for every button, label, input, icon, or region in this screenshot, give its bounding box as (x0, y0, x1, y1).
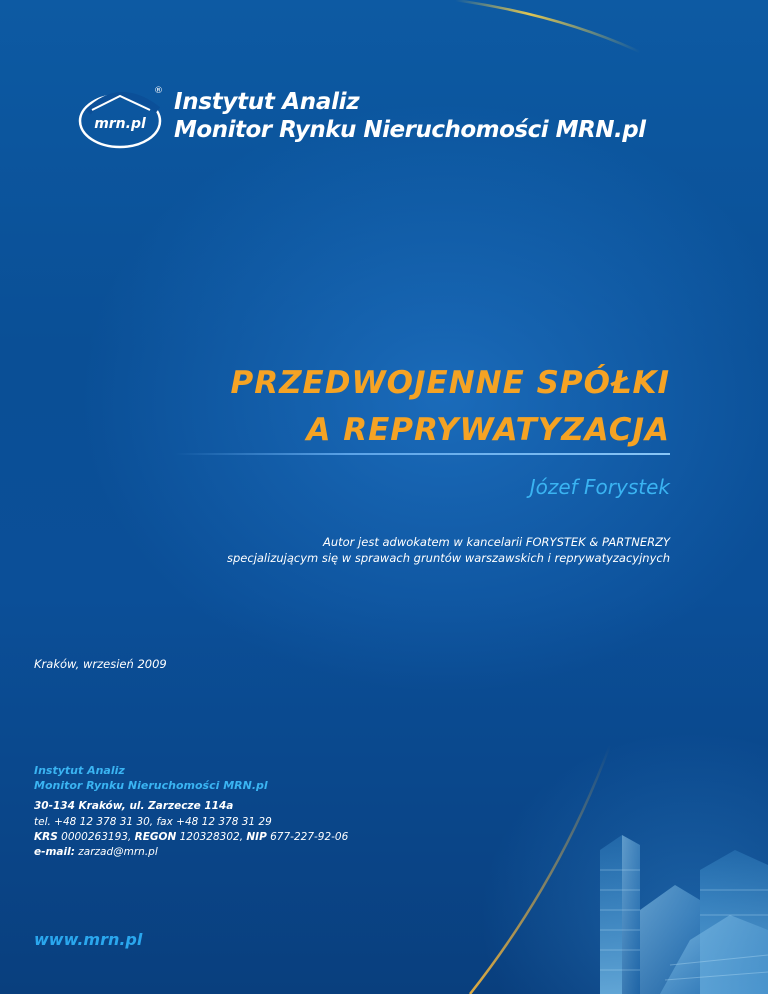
nip-label: NIP (246, 831, 267, 843)
email-link[interactable]: zarzad@mrn.pl (78, 846, 158, 858)
document-title-line1: PRZEDWOJENNE SPÓŁKI (230, 365, 670, 401)
contact-registry: KRS 0000263193, REGON 120328302, NIP 677-227-92-06 (34, 831, 349, 843)
author-name: Józef Forystek (529, 475, 670, 499)
logo-text: mrn.pl (94, 116, 146, 132)
email-label: e-mail: (34, 846, 75, 858)
website-link[interactable]: www.mrn.pl (34, 930, 143, 949)
krs-label: KRS (34, 831, 58, 843)
contact-email (34, 846, 158, 858)
contact-phone-fax: tel. +48 12 378 31 30, fax +48 12 378 31 29 (34, 816, 272, 828)
contact-org-name: Instytut Analiz (34, 764, 125, 777)
contact-address: 30-134 Kraków, ul. Zarzecze 114a (34, 800, 234, 812)
registered-mark: ® (154, 86, 163, 96)
institute-name: Instytut Analiz (174, 89, 360, 115)
contact-org-subtitle: Monitor Rynku Nieruchomości MRN.pl (34, 779, 268, 792)
regon-label: REGON (134, 831, 177, 843)
building-illustration (560, 790, 768, 994)
nip-value: 677-227-92-06 (270, 831, 349, 843)
krs-value: 0000263193 (61, 831, 128, 843)
mrn-logo-icon (78, 88, 166, 150)
author-note-line2: specjalizującym się w sprawach gruntów warszawskich i reprywatyzacyjnych (227, 551, 670, 565)
regon-value: 120328302 (179, 831, 240, 843)
author-note-line1: Autor jest adwokatem w kancelarii FORYSTEK & PARTNERZY (322, 535, 670, 549)
place-date: Kraków, wrzesień 2009 (34, 657, 167, 671)
title-divider (175, 453, 670, 455)
document-title-line2: A REPRYWATYZACJA (306, 412, 670, 448)
institute-subtitle: Monitor Rynku Nieruchomości MRN.pl (174, 117, 646, 143)
